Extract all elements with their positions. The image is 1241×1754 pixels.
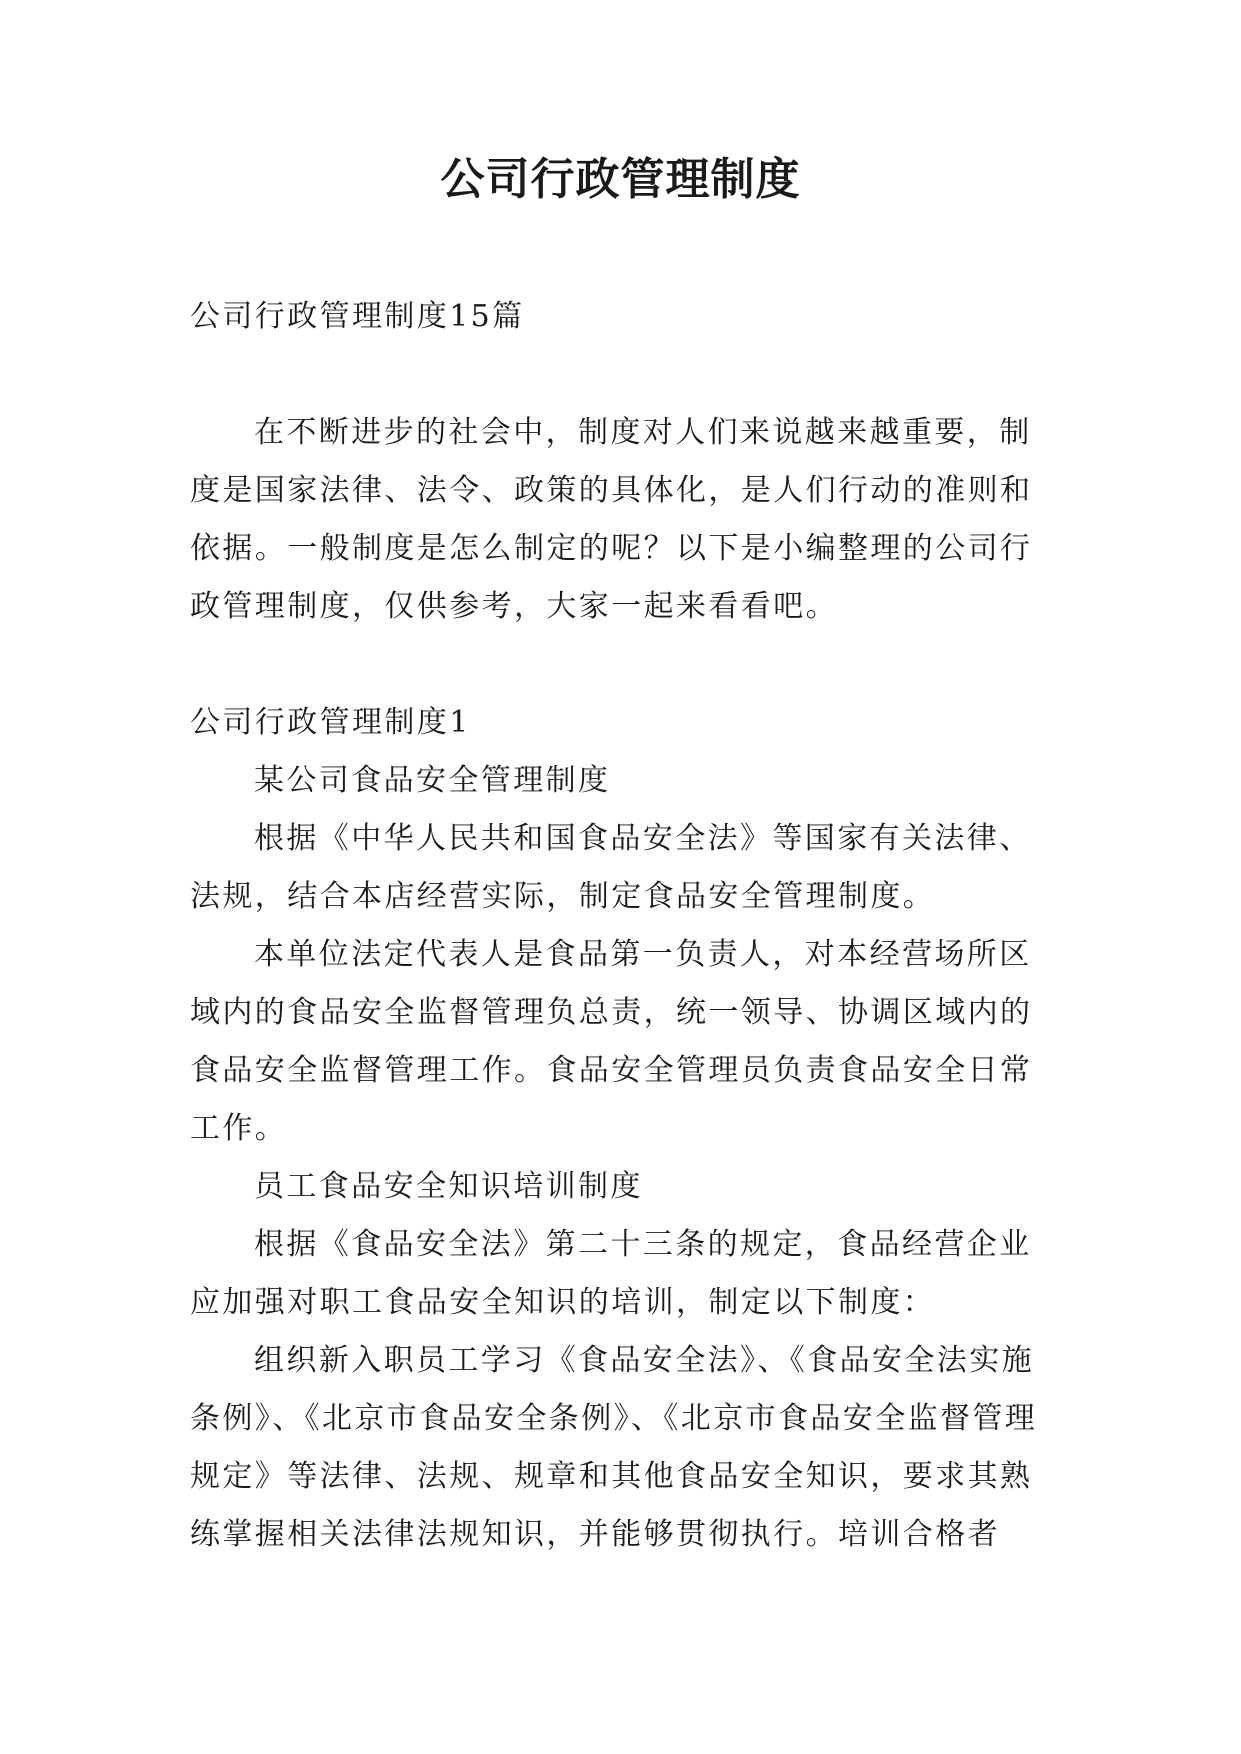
section-subheading: 某公司食品安全管理制度 — [254, 763, 611, 798]
body-paragraph: 本单位法定代表人是食品第一负责人，对本经营场所区域内的食品安全监督管理负总责，统一领导、协调区域内的食品安全监督管理工作。食品安全管理员负责食品安全日常工作。 — [190, 937, 1033, 1146]
intro-paragraph: 在不断进步的社会中，制度对人们来说越来越重要，制度是国家法律、法令、政策的具体化，是人们行动的准则和依据。一般制度是怎么制定的呢？以下是小编整理的公司行政管理制度，仅供参考，大家一起来看看吧。 — [190, 415, 1033, 624]
body-paragraph: 组织新入职员工学习《食品安全法》、《食品安全法实施条例》、《北京市食品安全条例》、《北京市食品安全监督管理规定》等法律、法规、规章和其他食品安全知识，要求其熟练掌握相关法律法规知识，并能够贯彻执行。培训合格者 — [190, 1343, 1038, 1552]
section-heading: 公司行政管理制度1 — [190, 705, 471, 740]
section-subheading: 员工食品安全知识培训制度 — [254, 1169, 643, 1204]
document-title: 公司行政管理制度 — [440, 154, 801, 205]
document-body — [190, 288, 1062, 1564]
body-paragraph: 根据《食品安全法》第二十三条的规定，食品经营企业应加强对职工食品安全知识的培训，制定以下制度： — [190, 1227, 1032, 1320]
body-paragraph: 根据《中华人民共和国食品安全法》等国家有关法律、法规，结合本店经营实际，制定食品安全管理制度。 — [190, 821, 1032, 914]
document-subtitle: 公司行政管理制度15篇 — [190, 299, 525, 334]
